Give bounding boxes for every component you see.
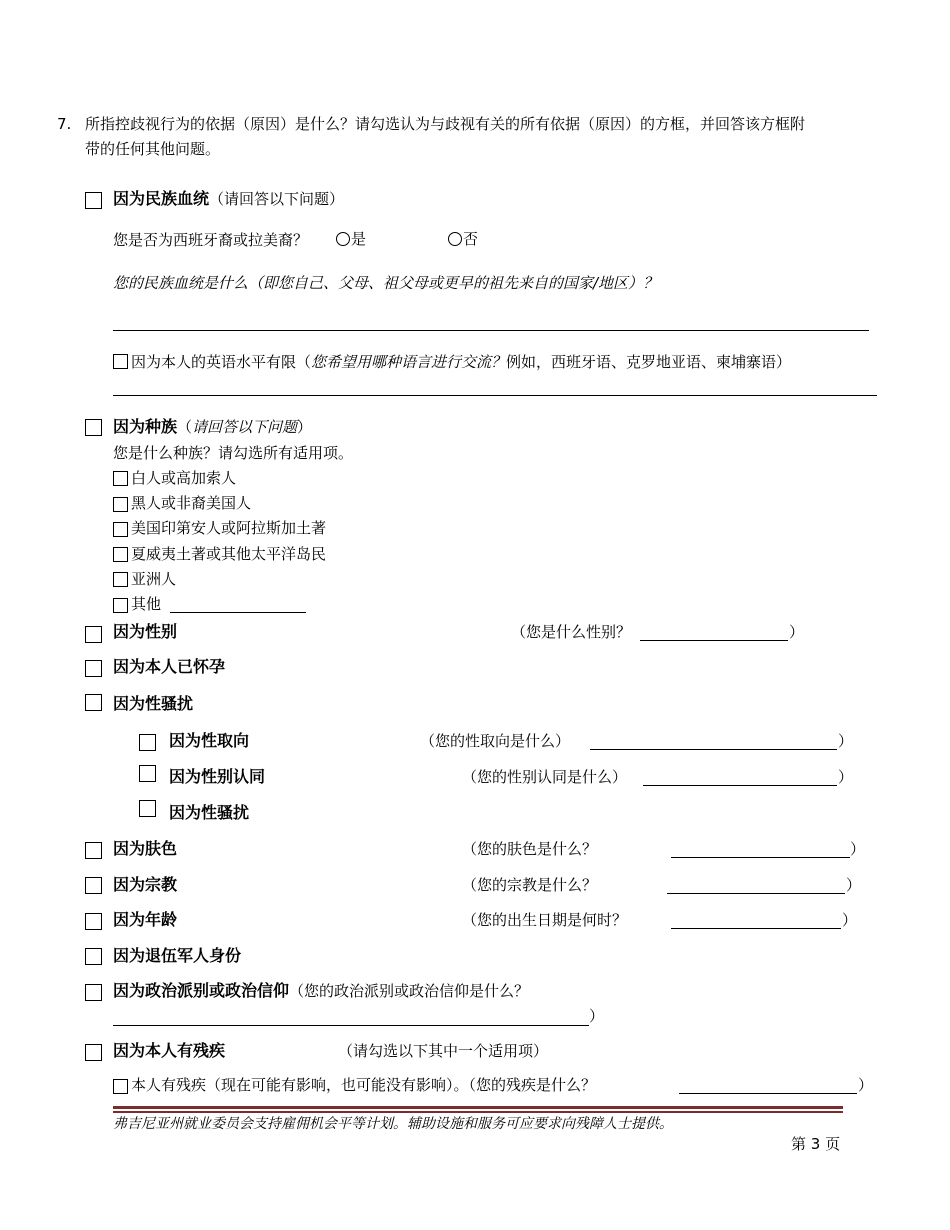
race-checkbox[interactable] <box>85 419 102 436</box>
race-label: 因为种族 <box>113 417 178 436</box>
hispanic-yes-radio[interactable] <box>336 232 350 246</box>
political-question: （您的政治派别或政治信仰是什么？ <box>289 982 530 1000</box>
orientation-label: 因为性取向 <box>169 731 250 750</box>
identity-close: ） <box>838 768 854 786</box>
religion-checkbox[interactable] <box>85 877 102 894</box>
race-option-checkbox[interactable] <box>113 522 128 537</box>
color-close: ） <box>850 840 866 858</box>
age-answer-line[interactable] <box>671 928 841 929</box>
race-option-checkbox[interactable] <box>113 572 128 587</box>
harassment-label: 因为性骚扰 <box>113 694 194 713</box>
lep-row <box>131 352 791 372</box>
race-option-label: 黑人或非裔美国人 <box>131 494 252 512</box>
political-row <box>113 981 529 1001</box>
disability-option-label: 本人有残疾（现在可能有影响，也可能没有影响）。（您的残疾是什么？ <box>131 1076 597 1094</box>
religion-label: 因为宗教 <box>113 875 178 894</box>
race-note-close: ） <box>297 418 313 436</box>
race-option-checkbox[interactable] <box>113 497 128 512</box>
religion-question: （您的宗教是什么？ <box>462 876 598 894</box>
sex-label: 因为性别 <box>113 622 178 641</box>
hispanic-no-radio[interactable] <box>448 232 462 246</box>
age-question: （您的出生日期是何时？ <box>462 911 628 929</box>
identity-checkbox[interactable] <box>139 765 156 782</box>
hispanic-yes-option[interactable] <box>336 229 366 249</box>
sub-harassment-checkbox[interactable] <box>139 800 156 817</box>
political-label: 因为政治派别或政治信仰 <box>113 981 290 1000</box>
race-option-checkbox[interactable] <box>113 471 128 486</box>
race-option-checkbox[interactable] <box>113 547 128 562</box>
race-option-label: 白人或高加索人 <box>131 469 237 487</box>
question-text-line2: 带的任何其他问题。 <box>85 140 221 158</box>
orientation-question: （您的性取向是什么） <box>420 732 571 750</box>
race-note: 请回答以下问题 <box>192 418 298 436</box>
identity-label: 因为性别认同 <box>169 767 266 786</box>
question-number: 7. <box>57 115 72 133</box>
religion-close: ） <box>846 876 862 894</box>
race-row <box>113 417 312 437</box>
disability-checkbox[interactable] <box>85 1044 102 1061</box>
lep-question: 您希望用哪种语言进行交流？ <box>311 353 507 371</box>
disability-option-checkbox[interactable] <box>113 1079 128 1094</box>
footer-rule-bottom <box>113 1111 843 1113</box>
orientation-checkbox[interactable] <box>139 734 156 751</box>
pregnancy-label: 因为本人已怀孕 <box>113 657 226 676</box>
sex-close: ） <box>789 623 805 641</box>
identity-question: （您的性别认同是什么） <box>462 768 628 786</box>
footer-rule-top <box>113 1106 843 1109</box>
orientation-close: ） <box>838 732 854 750</box>
question-text-line1: 所指控歧视行为的依据（原因）是什么？请勾选认为与歧视有关的所有依据（原因）的方框，并回答该方框附 <box>85 115 806 133</box>
hispanic-yes-label: 是 <box>351 230 367 248</box>
color-label: 因为肤色 <box>113 839 178 858</box>
identity-answer-line[interactable] <box>643 785 837 786</box>
lep-examples: 例如，西班牙语、克罗地亚语、柬埔寨语） <box>506 353 792 371</box>
race-option-label: 夏威夷土著或其他太平洋岛民 <box>131 545 327 563</box>
religion-answer-line[interactable] <box>667 893 845 894</box>
sex-answer-line[interactable] <box>640 640 788 641</box>
lep-label: 因为本人的英语水平有限（ <box>131 353 312 371</box>
origin-question: 您的民族血统是什么（即您自己、父母、祖父母或更早的祖先来自的国家/地区）？ <box>113 274 659 292</box>
color-answer-line[interactable] <box>671 857 850 858</box>
disability-close: ） <box>858 1076 874 1094</box>
race-option-label: 美国印第安人或阿拉斯加土著 <box>131 519 327 537</box>
age-checkbox[interactable] <box>85 913 102 930</box>
race-note-open: （ <box>177 418 193 436</box>
disability-label: 因为本人有残疾 <box>113 1041 226 1060</box>
national-origin-note: （请回答以下问题） <box>209 190 345 208</box>
national-origin-label: 因为民族血统 <box>113 189 210 208</box>
color-question: （您的肤色是什么？ <box>462 840 598 858</box>
harassment-checkbox[interactable] <box>85 694 102 711</box>
page-number: 第 3 页 <box>791 1135 841 1153</box>
age-label: 因为年龄 <box>113 910 178 929</box>
political-checkbox[interactable] <box>85 984 102 1001</box>
sex-checkbox[interactable] <box>85 626 102 643</box>
race-question: 您是什么种族？请勾选所有适用项。 <box>113 444 354 462</box>
disability-answer-line[interactable] <box>679 1093 857 1094</box>
lep-checkbox[interactable] <box>113 354 128 369</box>
color-checkbox[interactable] <box>85 842 102 859</box>
origin-answer-line[interactable] <box>113 330 869 331</box>
race-option-label: 其他 <box>131 595 162 613</box>
race-option-label: 亚洲人 <box>131 570 177 588</box>
veteran-label: 因为退伍军人身份 <box>113 946 242 965</box>
race-other-line[interactable] <box>170 612 306 613</box>
orientation-answer-line[interactable] <box>590 749 837 750</box>
national-origin-checkbox[interactable] <box>85 192 102 209</box>
political-answer-line[interactable] <box>113 1025 589 1026</box>
sub-harassment-label: 因为性骚扰 <box>169 803 250 822</box>
race-option-checkbox[interactable] <box>113 598 128 613</box>
pregnancy-checkbox[interactable] <box>85 660 102 677</box>
disability-note: （请勾选以下其中一个适用项） <box>338 1042 549 1060</box>
national-origin-row <box>113 189 344 209</box>
age-close: ） <box>842 911 858 929</box>
hispanic-question: 您是否为西班牙裔或拉美裔？ <box>113 231 309 249</box>
veteran-checkbox[interactable] <box>85 948 102 965</box>
footer-text: 弗吉尼亚州就业委员会支持雇佣机会平等计划。辅助设施和服务可应要求向残障人士提供。 <box>113 1116 673 1132</box>
sex-question: （您是什么性别？ <box>511 623 632 641</box>
lep-answer-line[interactable] <box>113 395 877 396</box>
hispanic-no-label: 否 <box>463 230 479 248</box>
political-close: ） <box>589 1007 605 1025</box>
hispanic-no-option[interactable] <box>448 229 478 249</box>
